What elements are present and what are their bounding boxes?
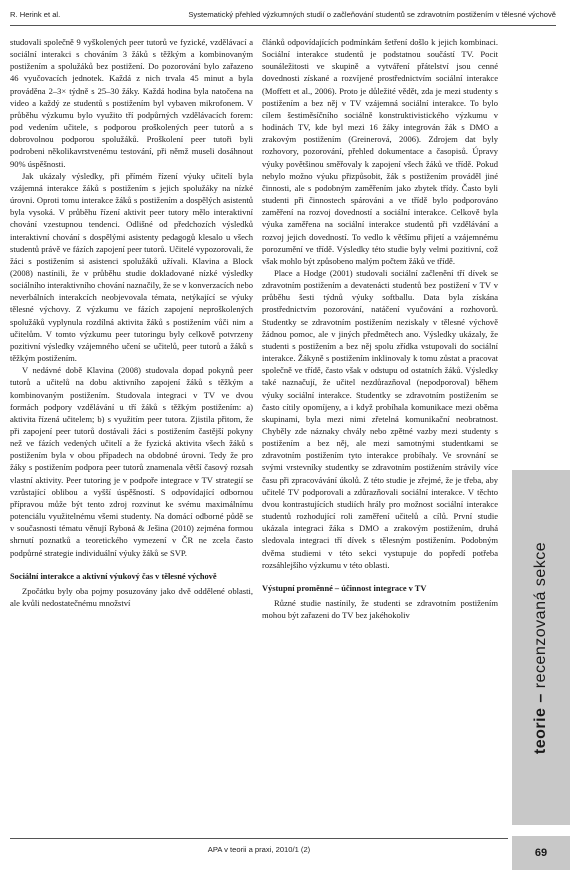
header-author: R. Herink et al. (10, 9, 61, 19)
running-header (10, 6, 556, 22)
side-label-dash: – (532, 692, 549, 703)
left-paragraph-3: V nedávné době Klavina (2008) studovala dopad pokynů peer tutorů a učitelů na dobu aktivního zapojení žáků s těžkým a kombinovaným postižením. Studovala integraci v TV ve dvou formách podpory vzdělávání u tří žáků s těžkým postižením: a) aktivita řízená učitelem; b) s využitím peer tutora. Zjistila přitom, že při zapojení peer tutorů dostávali žáci s postižením častější pokyny než ve fázích vedených učitelí a že fyzická aktivita všech žáků s postižením byla v obou případech na obdobné úrovni. Tedy že pro žáky s postižením podpora peer tutorů znamenala větší časový rozsah vlastní aktivity. Peer tutoring je v podpoře integrace v TV strategií se vzrůstající oblibou a vyšší úspěšností. S odpovídající odbornou přípravou může být tento zdroj rozvinut ke svému maximálnímu potenciálu využitelnému všemi studenty. Na domácí odborné půdě se v současnosti tématu věnují Ryboвá & Ješina (2010) zejména formou shrnutí poznatků a teoretického vymezení v ČR ne zcela často podpůrné strategie individuální výuky žáků se SVP. (10, 365, 253, 558)
header-rule (10, 25, 556, 26)
right-section-heading: Výstupní proměnné – účinnost integrace v TV (262, 583, 427, 593)
left-section-heading: Sociální interakce a aktivní výukový čas v tělesné výchově (10, 571, 217, 581)
side-label-light: recenzovaná sekce (532, 541, 549, 688)
left-column (10, 36, 253, 609)
right-column (262, 36, 498, 621)
footer-rule (10, 838, 508, 839)
right-paragraph-2: Place a Hodge (2001) studovali sociální začlenění tří dívek se zdravotním postižením a devatenácti studentů bez postižení v TV v průběhu šesti týdnů výuky softballu. Data byla získána prostřednictvím pozorování, natáčení vyučování a rozhovorů. Studentky se zdravotním postižením neziskaly v tělesné výchově žádnou pomoc, ale v jiných předmětech ano. Výsledky ukázaly, že studenti s postižením a bez něj spolu zřídka vstupovali do sociální interakce. Žákyně s postižením inklinovaly k tomu zůstat a pracovat společně ve třídě, často však v odstupu od ostatních žáků. Výsledky také naznačují, že učitel nezdůrazňoval (nepodporoval) během výuky sociální interakce. Studentky se zdravotním postižením se často cítily opomíjeny, a i když probíhala komunikace mezi oběma skupinami, byla mezi nimi zřetelná komunikační neobratnost. Chyběly zde náznaky chvály nebo zpětné vazby mezi studenty s postižením a bez něj, ale mezi samotnými studentkami se zdravotním postižením tyto interakce probíhaly. Ve srovnání se svými vrstevníky studentky se zdravotním postižením strávily více času při zpracovávání úkolů. Z této studie je zřejmé, že je třeba, aby učitelé TV podporovali a zdůrazňovali sociální interakce. V těchto dvou kontrastujících studiích hrály pro možnost sociální interakce studentů rozhodující roli zaměření učitelů a cílů. První studie ukázala integraci žáka s DMO a zrakovým postižením, druhá sledovala integraci tří dívek s tělesným postižením. Podobným dvěma studiemi v této sekci vystupuje do popředí potřeba rozsáhlejšího výzkumu v této oblasti. (262, 267, 498, 570)
side-label-bold: teorie (532, 707, 549, 754)
right-paragraph-after-heading: Různé studie nastínily, že studenti se zdravotním postižením mohou být zařazeni do TV bez jakéhokoliv (262, 598, 498, 621)
left-paragraph-2: Jak ukázaly výsledky, při přímém řízení výuky učitelí byla vzájemná interakce žáků s postižením s jejich spolužáky na nízké úrovni. Oproti tomu interakce žáků s postižením a dospělých asistentů byla vysoká. V průběhu řízení aktivit peer tutory mělo interaktivní chování vzestupnou tendenci. Odlišné od předchozích výsledků interaktivní chování s dospělými asistenty pedagogů klesalo u všech studentů právě ve fázích zapojení peer tutorů. Učitelé vypozorovali, že žáci s postižením si asistenci spolužáků užívali. Klavina a Block (2008) nastínili, že v průběhu studie dokladované nízké výsledky sociálního interaktivního chování naznačily, že se v konverzacích nebo neverbálních interakcích neobjevovala témata, netýkající se výuky tělesné výchovy. Z výzkumu ve fázích zapojení neproškolených spolužáků vyplynula rozdílná aktivita žáků s postižením vůči nim a učitelům. V tomto výzkumu peer tutoringu byly celkově potvrzeny pozitivní výsledky vzájemného učení se učitelů, peer tutorů a žáků s těžkým postižením. (10, 170, 253, 364)
footer-journal: APA v teorii a praxi, 2010/1 (2) (207, 845, 311, 854)
left-paragraph-1: studovali společně 9 vyškolených peer tutorů ve fyzické, vzdělávací a sociální interakci s chováním 3 žáků s těžkým a kombinovaným postižením a spolužáků bez postižení. Do pozorování bylo zařazeno 46 vyučovacích jednotek. Každá z nich trvala 45 minut a byla prováděna 2–3× týdně s 25–30 žáky. Každá hodina byla natočena na video a každý ze studentů s postižením byl vybaven mikrofonem. V průběhu výzkumu bylo využito tří podpůrných vzdělávacích forem: pod vedením učitele, s podporou proškolených peer tutorů a s dobrovolnou podporou spolužáků. Proškolení peer tutoři byli podrobeni několikavrstvenému testování, při němž museli dosáhnout 90% úspěšnosti. (10, 37, 253, 169)
header-running-title: Systematický přehled výzkumných studií o začleňování studentů se zdravotním postižením v tělesné výchově (188, 9, 556, 19)
section-side-label (512, 470, 570, 825)
page-number: 69 (512, 836, 570, 870)
left-paragraph-after-heading: Zpočátku byly oba pojmy posuzovány jako dvě oddělené oblasti, ale kvůli nedostatečnému množství (10, 585, 253, 609)
right-paragraph-1: článků odpovídajících podmínkám šetření došlo k jejich kombinaci. Sociální interakce studentů je podstatnou součástí TV. Pocit sounáležitosti ve skupině a vytváření přátelství jsou cenné dovednosti získané a rozvíjené prostřednictvím sociální interakce (Moffett et al., 2006). Proto je důležité vědět, zda je mezi studenty s postižením a bez něj v TV vzájemná sociální interakce. To bylo cílem šestiměsíčního sociálně konstruktivistického výzkumu v hodinách TV, kde byl mezi 16 žáky integrován žák s DMO a zrakovým postižením (Greinerová, 2006). Zdrojem dat byly rozhovory, pozorování, přehled dokumentace a časopisů. Úpravy výuky povětšinou směřovaly k zapojení všech žáků ve třídě. Pokud nebylo možno výuku přizpůsobit, žák s postižením prováděl jiné činnosti, ale s podobným zaměřením jako zbytek třídy. Často byli studenti při činnostech spárováni a ve třídě bylo podporováno zaměření na rozvoj dovedností a sociální interakce. Celkově byla výuka zaměřena na sociální interakce studentů při vzdělávání a rozvoj jejich dovedností. To vedlo k většímu přijetí a vzájemnému porozumění ve třídě. Výsledky této studie byly velmi pozitivní, což však mohlo být způsobeno malým počtem žáků ve třídě. (262, 37, 498, 266)
